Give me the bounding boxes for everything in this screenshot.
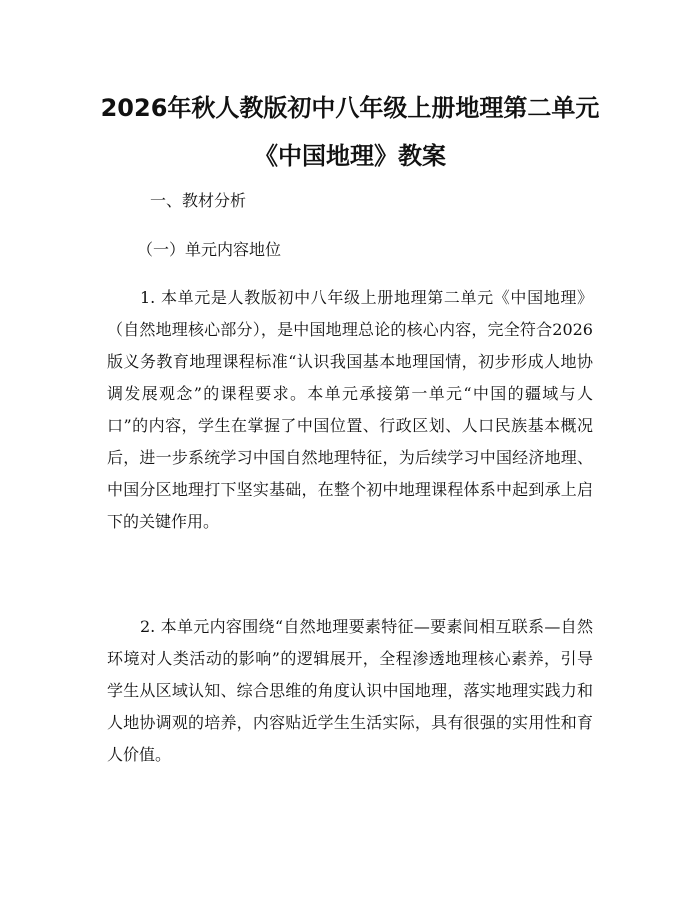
paragraph-1: 1. 本单元是人教版初中八年级上册地理第二单元《中国地理》（自然地理核心部分），是中国地理总论的核心内容，完全符合2026版义务教育地理课程标准“认识我国基本地理国情，初步形成人地协调发展观念”的课程要求。本单元承接第一单元“中国的疆域与人口”的内容，学生在掌握了中国位置、行政区划、人口民族基本概况后，进一步系统学习中国自然地理特征，为后续学习中国经济地理、中国分区地理打下坚实基础，在整个初中地理课程体系中起到承上启下的关键作用。 (107, 288, 593, 531)
paragraph-2: 2. 本单元内容围绕“自然地理要素特征—要素间相互联系—自然环境对人类活动的影响”的逻辑展开，全程渗透地理核心素养，引导学生从区域认知、综合思维的角度认识中国地理，落实地理实践力和人地协调观的培养，内容贴近学生生活实际，具有很强的实用性和育人价值。 (107, 617, 593, 764)
section-heading: 一、教材分析 (150, 191, 247, 210)
document-title: 2026年秋人教版初中八年级上册地理第二单元《中国地理》教案 (100, 94, 600, 170)
subsection-heading: （一）单元内容地位 (137, 240, 282, 259)
